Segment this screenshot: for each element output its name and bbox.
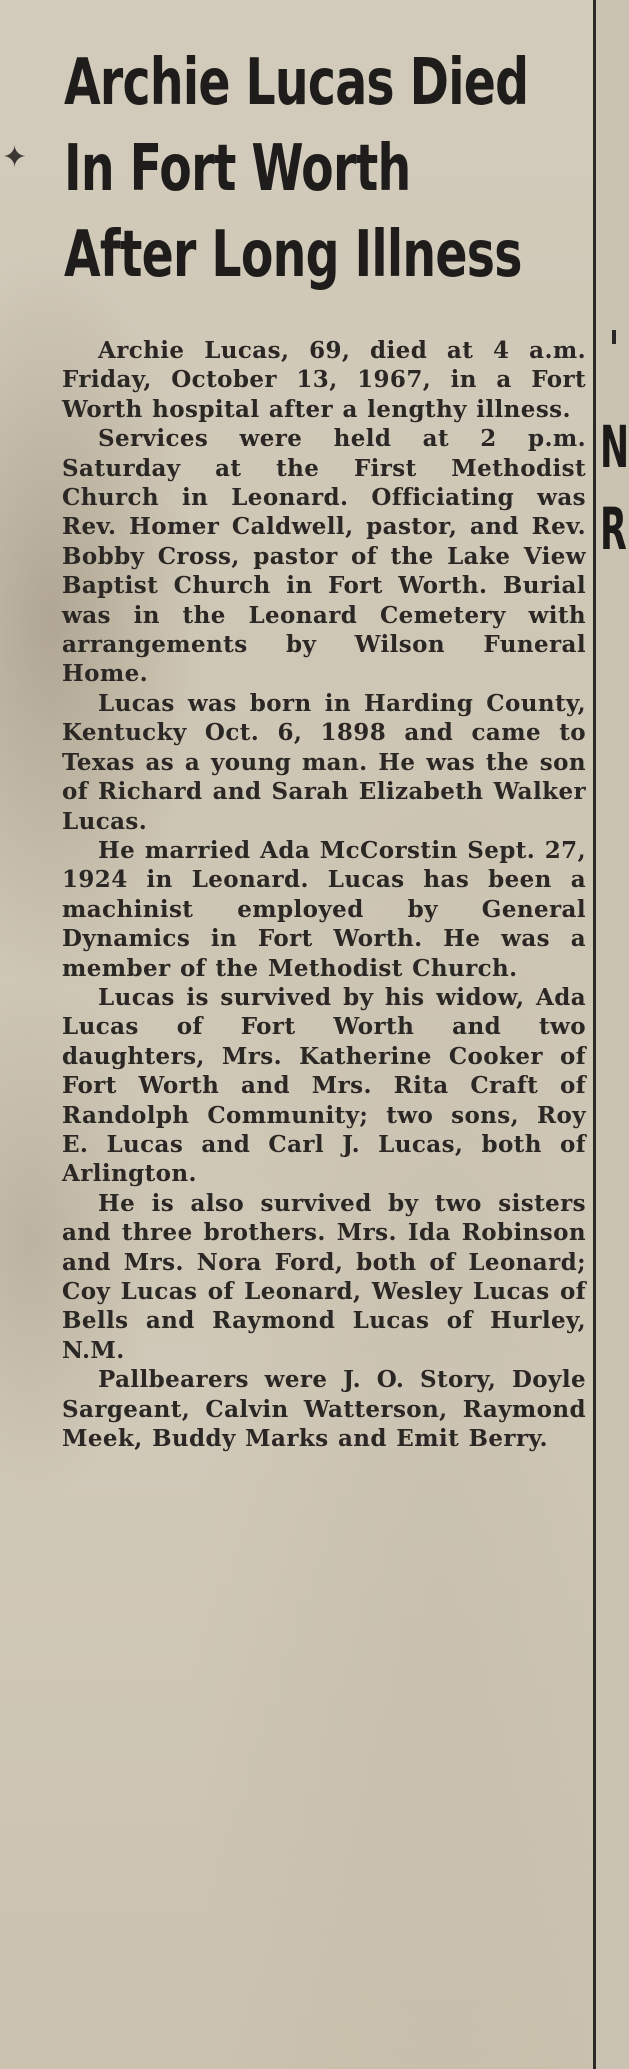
- headline: [64, 40, 529, 298]
- adjacent-headline-letter-n: N: [600, 413, 629, 481]
- article-body: [62, 336, 586, 1453]
- ink-smudge-icon: ✦: [2, 140, 28, 175]
- paragraph-death-notice: Archie Lucas, 69, died at 4 a.m. Friday, October 13, 1967, in a Fort Worth hospital after a lengthy illness.: [62, 337, 586, 423]
- paragraph-survivors: Lucas is survived by his widow, Ada Lucas of Fort Worth and two daughters, Mrs. Katherine Cooker of Fort Worth and Mrs. Rita Craft of Randolph Community; two sons, Roy E. Lucas and Carl J. Lucas, both of Arlington.: [62, 983, 586, 1188]
- paragraph-birth: Lucas was born in Harding County, Kentucky Oct. 6, 1898 and came to Texas as a young man. He was the son of Richard and Sarah Elizabeth Walker Lucas.: [62, 689, 586, 835]
- headline-line-1: Archie Lucas Died: [64, 46, 529, 120]
- paragraph-services: Services were held at 2 p.m. Saturday at the First Methodist Church in Leonard. Officiating was Rev. Homer Caldwell, pastor, and Rev. Bobby Cross, pastor of the Lake View Baptist Church in Fort Worth. Burial was in the Leonard Cemetery with arrangements by Wilson Funeral Home.: [62, 425, 586, 688]
- paragraph-marriage: He married Ada McCorstin Sept. 27, 1924 in Leonard. Lucas has been a machinist employed by General Dynamics in Fort Worth. He was a member of the Methodist Church.: [62, 836, 586, 982]
- adjacent-column: [596, 0, 629, 2069]
- paragraph-siblings: He is also survived by two sisters and three brothers. Mrs. Ida Robinson and Mrs. Nora Ford, both of Leonard; Coy Lucas of Leonard, Wesley Lucas of Bells and Raymond Lucas of Hurley, N.M.: [62, 1189, 586, 1364]
- adjacent-column-mark: [612, 330, 616, 344]
- paragraph-pallbearers: Pallbearers were J. O. Story, Doyle Sargeant, Calvin Watterson, Raymond Meek, Buddy Marks and Emit Berry.: [62, 1366, 586, 1453]
- headline-line-2: In Fort Worth: [64, 132, 411, 206]
- headline-line-3: After Long Illness: [64, 218, 522, 292]
- adjacent-headline-letter-r: R: [600, 495, 627, 563]
